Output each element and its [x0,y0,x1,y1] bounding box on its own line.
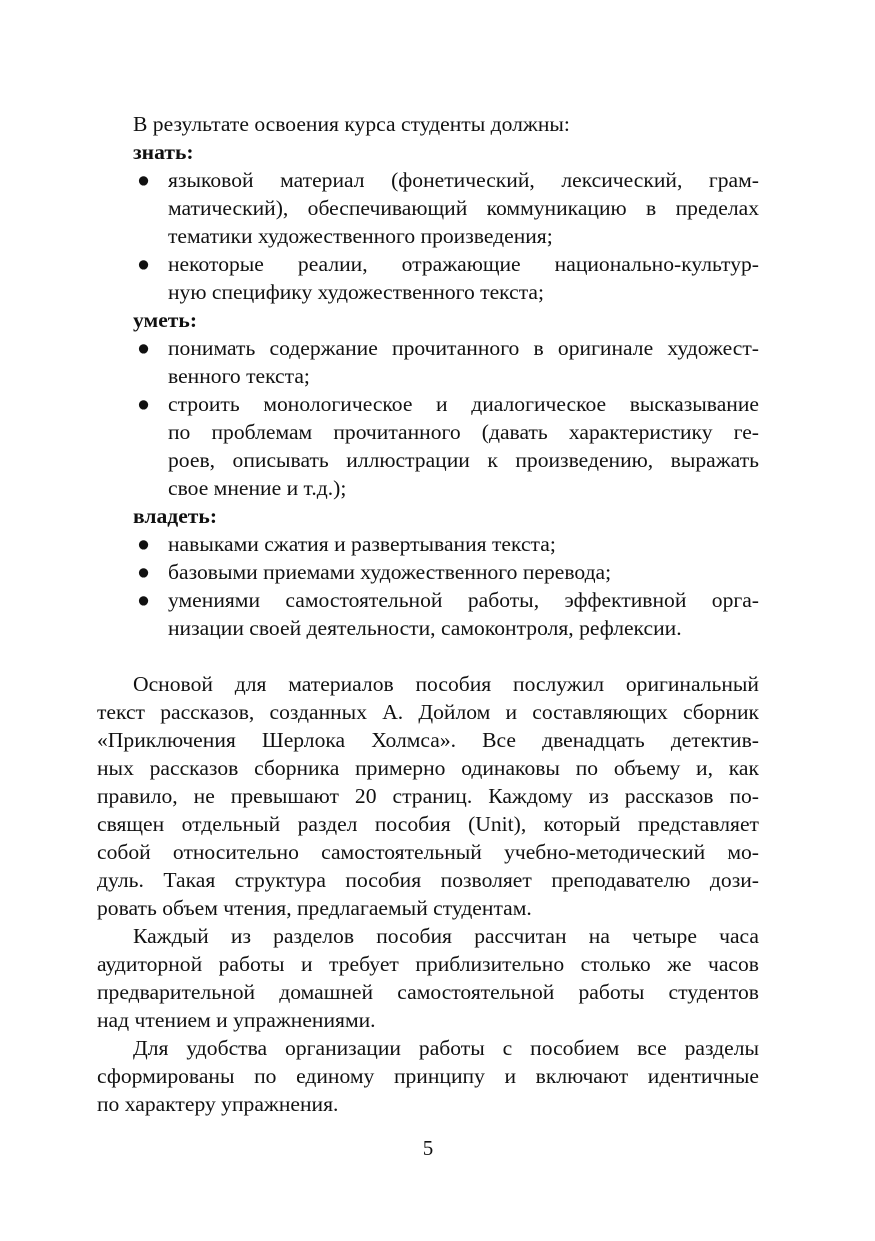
list-item-line [97,558,759,586]
list-item-text: роев, описывать иллюстрации к произведению, выражать [168,448,759,472]
section-heading: уметь: [133,308,198,332]
page-number: 5 [422,1136,434,1160]
list-item-text: тематики художественного произведения; [168,224,553,248]
list-item-text: строить монологическое и диалогическое высказывание [168,392,759,416]
list-item-line [97,334,759,362]
list-item [97,390,759,502]
list-item [97,334,759,390]
bullet-icon: ● [137,168,151,192]
paragraph-line: аудиторной работы и требует приблизительно столько же часов [97,952,759,976]
paragraph-line: священ отдельный раздел пособия (Unit), который представляет [97,812,759,836]
body-paragraphs [97,670,759,1118]
list-item [97,166,759,250]
list-item-line [97,194,759,222]
paragraph [97,922,759,1034]
list-item-text: базовыми приемами художественного перевода; [168,560,612,584]
paragraph-line: Для удобства организации работы с пособием все разделы [133,1036,759,1060]
paragraph-line: правило, не превышают 20 страниц. Каждому из рассказов по- [97,784,759,808]
paragraph-line: ных рассказов сборника примерно одинаковы по объему и, как [97,756,759,780]
list-item-text: понимать содержание прочитанного в оригинале художест- [168,336,759,360]
list-item-line [97,586,759,614]
section-heading: владеть: [133,504,218,528]
bullet-icon: ● [137,336,151,360]
bullet-icon: ● [137,588,151,612]
list-item-line [97,418,759,446]
list-item-text: языковой материал (фонетический, лексический, грам- [168,168,759,192]
paragraph-line: по характеру упражнения. [97,1092,339,1116]
bullet-icon: ● [137,560,151,584]
list-item-line [97,250,759,278]
list-item-line [97,614,759,642]
list-item [97,558,759,586]
spacer [97,642,759,670]
bullet-icon: ● [137,532,151,556]
paragraph-line: Каждый из разделов пособия рассчитан на четыре часа [133,924,759,948]
list-item-line [97,362,759,390]
list-item-text: матический), обеспечивающий коммуникацию в пределах [168,196,759,220]
section-heading: знать: [133,140,194,164]
list-item-text: ную специфику художественного текста; [168,280,545,304]
list-item-text: некоторые реалии, отражающие национально-культур- [168,252,759,276]
list-item [97,530,759,558]
paragraph-line: собой относительно самостоятельный учебно-методический мо- [97,840,759,864]
list-item-text: навыками сжатия и развертывания текста; [168,532,556,556]
list-item-text: умениями самостоятельной работы, эффективной орга- [168,588,759,612]
bullet-icon: ● [137,252,151,276]
paragraph-line: предварительной домашней самостоятельной работы студентов [97,980,759,1004]
list-item-line [97,278,759,306]
list-item-line [97,390,759,418]
paragraph-line: «Приключения Шерлока Холмса». Все двенадцать детектив- [97,728,759,752]
paragraph-line: Основой для материалов пособия послужил оригинальный [133,672,759,696]
bullet-icon: ● [137,392,151,416]
list-item-line [97,446,759,474]
paragraph-line: текст рассказов, созданных А. Дойлом и составляющих сборник [97,700,759,724]
paragraph [97,1034,759,1118]
list-item-text: по проблемам прочитанного (давать характеристику ге- [168,420,759,444]
paragraph-line: сформированы по единому принципу и включают идентичные [97,1064,759,1088]
paragraph-line: дуль. Такая структура пособия позволяет преподавателю дози- [97,868,759,892]
list-item-text: низации своей деятельности, самоконтроля, рефлексии. [168,616,682,640]
list-item [97,586,759,642]
list-item-line [97,166,759,194]
list-item [97,250,759,306]
list-item-text: венного текста; [168,364,310,388]
list-item-line [97,474,759,502]
paragraph-line: ровать объем чтения, предлагаемый студентам. [97,896,532,920]
competencies-list [97,138,759,642]
paragraph [97,670,759,922]
intro-text: В результате освоения курса студенты должны: [133,112,570,136]
list-item-text: свое мнение и т.д.); [168,476,347,500]
list-item-line [97,530,759,558]
list-item-line [97,222,759,250]
paragraph-line: над чтением и упражнениями. [97,1008,376,1032]
page-body [97,110,759,1118]
